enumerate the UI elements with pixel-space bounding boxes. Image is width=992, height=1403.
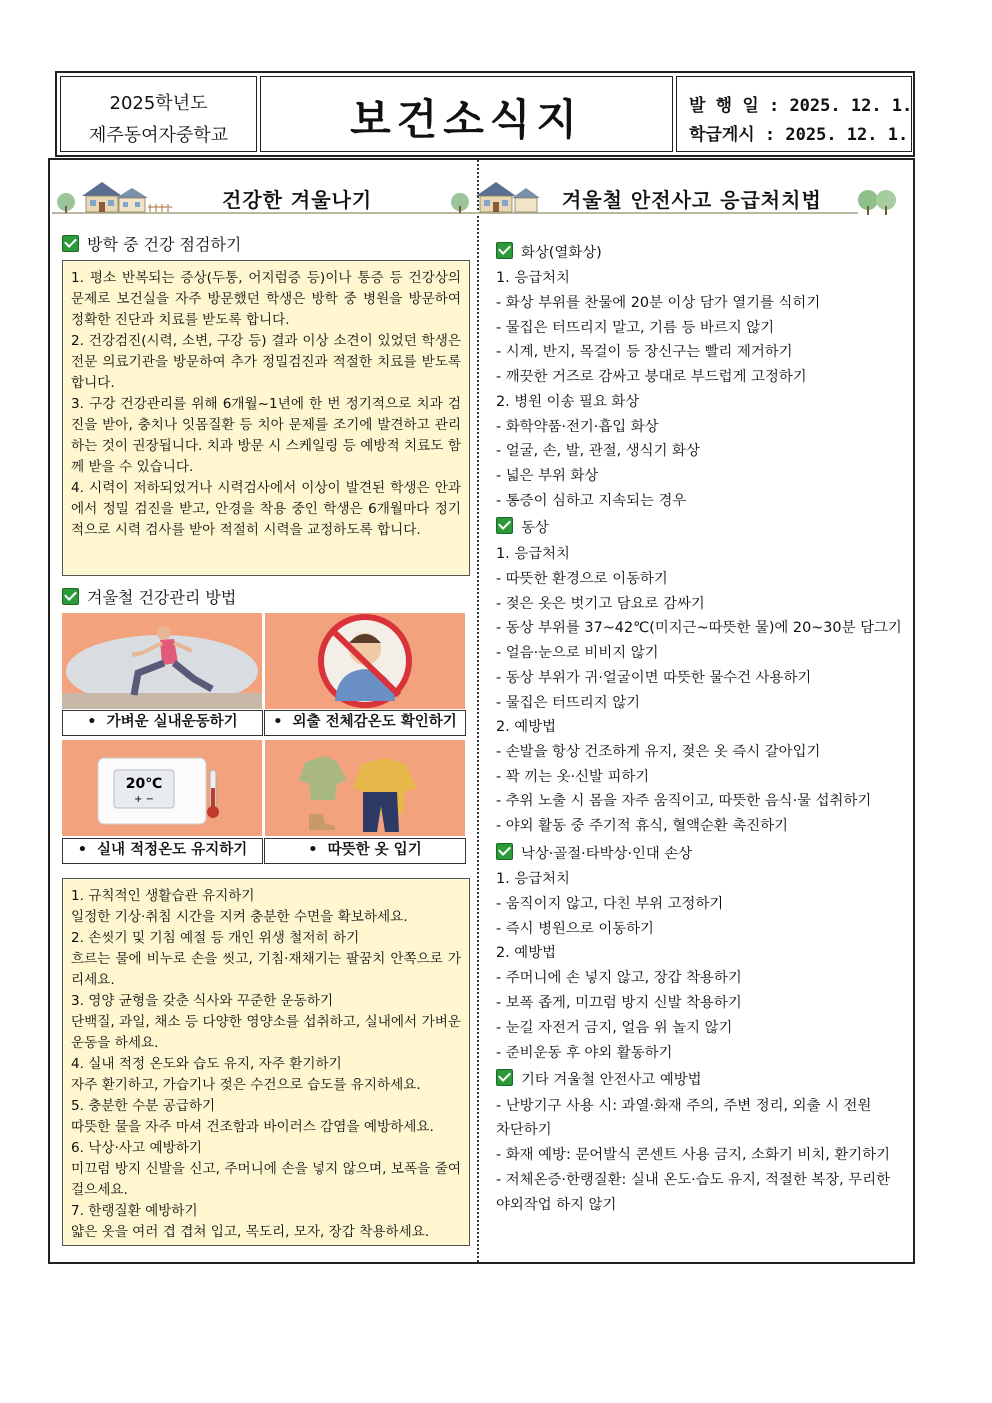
thermostat-buttons: + − xyxy=(134,794,154,805)
tip-line: 5. 충분한 수분 공급하기 xyxy=(71,1098,216,1114)
tip-line: 단백질, 과일, 채소 등 다양한 영양소를 섭취하고, 실내에서 가벼운 운동을 하세요. xyxy=(71,1014,461,1051)
frostbite-line: - 손발을 항상 건조하게 유지, 젖은 옷 즉시 갈아입기 xyxy=(496,744,821,760)
other-heading xyxy=(496,1068,702,1089)
frostbite-line: - 추위 노출 시 몸을 자주 움직이고, 따뜻한 음식·물 섭취하기 xyxy=(496,793,872,809)
frostbite-line: - 꽉 끼는 옷·신발 피하기 xyxy=(496,769,650,785)
fall-line: - 즉시 병원으로 이동하기 xyxy=(496,921,654,937)
caption-text: 외출 전체감온도 확인하기 xyxy=(292,714,457,730)
fall-heading-text: 낙상·골절·타박상·인대 손상 xyxy=(521,846,693,862)
checkup-paragraph: 1. 평소 반복되는 증상(두통, 어지럼증 등)이나 통증 등 건강상의 문제로 보건실을 자주 방문했던 학생은 방학 중 병원을 방문하여 정확한 진단과 치료를 받도록 합니다. xyxy=(71,270,461,328)
burn-line: 2. 병원 이송 필요 화상 xyxy=(496,394,640,410)
date-cell xyxy=(676,76,912,152)
caption-warm-clothes: • 따뜻한 옷 입기 xyxy=(264,838,466,864)
fall-line: 1. 응급처치 xyxy=(496,871,570,887)
fall-line: 2. 예방법 xyxy=(496,945,557,961)
tip-line: 흐르는 물에 비누로 손을 씻고, 기침·재채기는 팔꿈치 안쪽으로 가리세요. xyxy=(71,951,461,988)
burn-line: - 통증이 심하고 지속되는 경우 xyxy=(496,493,687,509)
caption-temperature: • 외출 전체감온도 확인하기 xyxy=(264,710,466,736)
other-line: - 화재 예방: 문어발식 콘센트 사용 금지, 소화기 비치, 환기하기 xyxy=(496,1147,890,1163)
winter-heading xyxy=(62,585,236,608)
other-line: - 저체온증·한랭질환: 실내 온도·습도 유지, 적절한 복장, 무리한 xyxy=(496,1172,890,1188)
house-illustration-right xyxy=(448,178,548,216)
cold-warning-image xyxy=(265,613,465,709)
checkup-heading-text: 방학 중 건강 점검하기 xyxy=(87,235,242,254)
tip-line: 7. 한랭질환 예방하기 xyxy=(71,1203,198,1219)
burn-line: - 깨끗한 거즈로 감싸고 붕대로 부드럽게 고정하기 xyxy=(496,369,807,385)
house-illustration-left xyxy=(52,178,172,216)
other-line: 차단하기 xyxy=(496,1122,552,1138)
tip-line: 얇은 옷을 여러 겹 겹쳐 입고, 목도리, 모자, 장갑 착용하세요. xyxy=(71,1224,430,1240)
left-section-title: 건강한 겨울나기 xyxy=(222,188,373,212)
fall-line: - 주머니에 손 넣지 않고, 장갑 착용하기 xyxy=(496,970,742,986)
frostbite-line: - 물집은 터뜨리지 않기 xyxy=(496,695,641,711)
school-name: 제주동여자중학교 xyxy=(88,125,229,146)
burn-line: 1. 응급처치 xyxy=(496,270,570,286)
title-cell xyxy=(260,76,673,152)
thermostat-reading: 20℃ xyxy=(125,776,163,792)
other-line: - 난방기구 사용 시: 과열·화재 주의, 주변 정리, 외출 시 전원 xyxy=(496,1098,872,1114)
tip-line: 6. 낙상·사고 예방하기 xyxy=(71,1140,202,1156)
tip-line: 2. 손씻기 및 기침 예절 등 개인 위생 철저히 하기 xyxy=(71,930,360,946)
column-divider xyxy=(477,160,479,1262)
newsletter-title: 보건소식지 xyxy=(350,95,583,144)
caption-exercise: • 가벼운 실내운동하기 xyxy=(62,710,263,736)
burn-heading-text: 화상(열화상) xyxy=(521,245,602,261)
checkup-paragraph: 3. 구강 건강관리를 위해 6개월~1년에 한 번 정기적으로 치과 검진을 받아, 충치나 잇몸질환 등 치아 문제를 조기에 발견하고 관리하는 것이 권장됩니다. 치과 방문 시 스케일링 등 예방적 치료도 함께 받을 수 있습니다. xyxy=(71,396,461,475)
frostbite-line: 2. 예방법 xyxy=(496,719,557,735)
frostbite-line: - 따뜻한 환경으로 이동하기 xyxy=(496,571,668,587)
other-line: 야외작업 하지 않기 xyxy=(496,1197,617,1213)
tip-line: 3. 영양 균형을 갖춘 식사와 꾸준한 운동하기 xyxy=(71,993,334,1009)
frostbite-line: 1. 응급처치 xyxy=(496,546,570,562)
frostbite-line: - 젖은 옷은 벗기고 담요로 감싸기 xyxy=(496,596,705,612)
fall-line: - 보폭 좁게, 미끄럼 방지 신발 착용하기 xyxy=(496,995,742,1011)
fall-line: - 움직이지 않고, 다친 부위 고정하기 xyxy=(496,896,724,912)
checkup-paragraph: 4. 시력이 저하되었거나 시력검사에서 이상이 발견된 학생은 안과에서 정밀 검진을 받고, 안경을 착용 중인 학생은 6개월마다 정기적으로 시력 검사를 받아 적절히 시력을 교정하도록 합니다. xyxy=(71,480,461,538)
burn-line: - 화상 부위를 찬물에 20분 이상 담가 열기를 식히기 xyxy=(496,295,821,311)
checkup-heading xyxy=(62,232,241,255)
burn-heading xyxy=(496,241,602,262)
school-year: 2025학년도 xyxy=(109,93,208,114)
burn-line: - 얼굴, 손, 발, 관절, 생식기 화상 xyxy=(496,443,700,459)
tree-illustration xyxy=(856,182,898,216)
checkbox-icon xyxy=(496,843,513,860)
burn-line: - 시계, 반지, 목걸이 등 장신구는 빨리 제거하기 xyxy=(496,344,793,360)
issue-date: 발 행 일 : 2025. 12. 1. xyxy=(689,96,913,116)
checkbox-icon xyxy=(62,588,79,605)
tip-line: 자주 환기하고, 가습기나 젖은 수건으로 습도를 유지하세요. xyxy=(71,1077,421,1093)
tip-line: 4. 실내 적정 온도와 습도 유지, 자주 환기하기 xyxy=(71,1056,342,1072)
fall-heading xyxy=(496,842,692,863)
burn-line: - 물집은 터뜨리지 말고, 기름 등 바르지 않기 xyxy=(496,320,775,336)
winter-heading-text: 겨울철 건강관리 방법 xyxy=(87,588,237,607)
fall-line: - 눈길 자전거 금지, 얼음 위 놀지 않기 xyxy=(496,1020,733,1036)
caption-text: 실내 적정온도 유지하기 xyxy=(97,842,248,858)
checkbox-icon xyxy=(496,517,513,534)
caption-text: 따뜻한 옷 입기 xyxy=(327,842,422,858)
newsletter-header xyxy=(55,71,915,157)
caption-text: 가벼운 실내운동하기 xyxy=(106,714,238,730)
frostbite-heading-text: 동상 xyxy=(521,520,549,536)
frostbite-line: - 얼음·눈으로 비비지 않기 xyxy=(496,645,659,661)
winter-tips-box xyxy=(62,878,470,1246)
caption-room-temp: • 실내 적정온도 유지하기 xyxy=(62,838,263,864)
checkup-paragraph: 2. 건강검진(시력, 소변, 구강 등) 결과 이상 소견이 있었던 학생은 전문 의료기관을 방문하여 추가 정밀검진과 적절한 치료를 받도록 합니다. xyxy=(71,333,461,391)
burn-line: - 넓은 부위 화상 xyxy=(496,468,599,484)
frostbite-heading xyxy=(496,516,549,537)
post-date: 학급게시 : 2025. 12. 1. xyxy=(689,125,909,145)
other-heading-text: 기타 겨울철 안전사고 예방법 xyxy=(521,1072,702,1088)
checkbox-icon xyxy=(496,242,513,259)
burn-line: - 화학약품·전기·흡입 화상 xyxy=(496,419,659,435)
checkup-box xyxy=(62,260,470,576)
frostbite-line: - 야외 활동 중 주기적 휴식, 혈액순환 촉진하기 xyxy=(496,818,789,834)
checkbox-icon xyxy=(62,235,79,252)
tip-line: 미끄럼 방지 신발을 신고, 주머니에 손을 넣지 않으며, 보폭을 줄여 걸으세요. xyxy=(71,1161,461,1198)
exercise-image xyxy=(62,613,262,709)
school-info-cell xyxy=(60,76,257,152)
checkbox-icon xyxy=(496,1069,513,1086)
thermostat-image xyxy=(62,740,262,836)
fall-line: - 준비운동 후 야외 활동하기 xyxy=(496,1045,673,1061)
warm-clothes-image xyxy=(265,740,465,836)
frostbite-line: - 동상 부위가 귀·얼굴이면 따뜻한 물수건 사용하기 xyxy=(496,670,812,686)
frostbite-line: - 동상 부위를 37~42℃(미지근~따뜻한 물)에 20~30분 담그기 xyxy=(496,620,902,636)
right-section-title: 겨울철 안전사고 응급처치법 xyxy=(562,188,822,212)
tip-line: 일정한 기상·취침 시간을 지켜 충분한 수면을 확보하세요. xyxy=(71,909,408,925)
tip-line: 1. 규칙적인 생활습관 유지하기 xyxy=(71,888,255,904)
tip-line: 따뜻한 물을 자주 마셔 건조함과 바이러스 감염을 예방하세요. xyxy=(71,1119,434,1135)
